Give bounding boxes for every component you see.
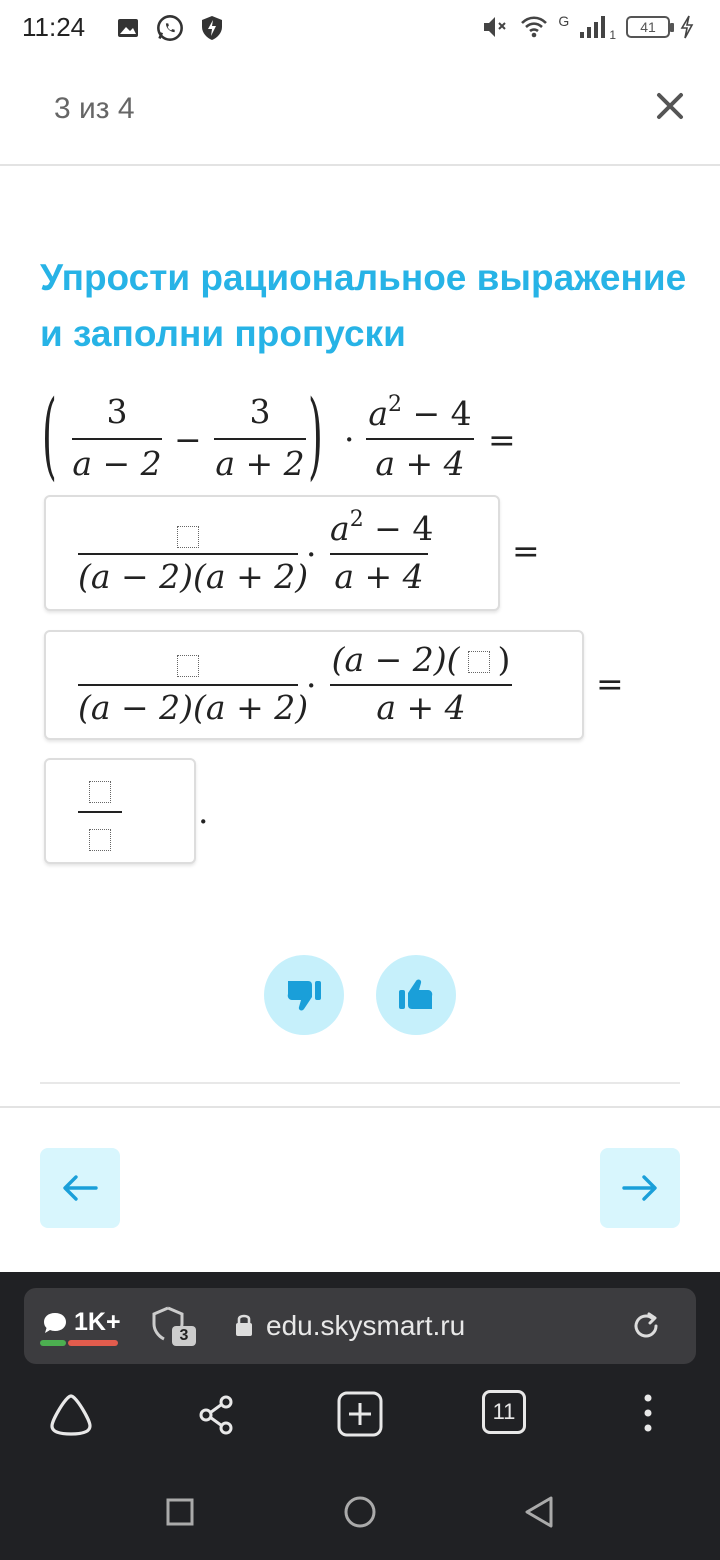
chat-bubble-icon	[42, 1311, 68, 1335]
math-line-1	[0, 380, 720, 495]
math-line-3	[0, 630, 720, 740]
tabs-button[interactable]	[482, 1390, 532, 1440]
signal-sub: 1	[609, 28, 616, 42]
equals-sign: =	[512, 531, 540, 570]
fraction-3-den: a + 4	[375, 444, 465, 483]
system-navigation	[0, 1484, 720, 1544]
gallery-icon	[116, 16, 140, 40]
shield-bolt-icon	[200, 15, 224, 41]
input-slot[interactable]	[89, 781, 111, 803]
divider	[0, 1106, 720, 1108]
browser-chrome	[0, 1272, 720, 1560]
rating-bar-negative	[68, 1340, 118, 1346]
back-triangle-icon[interactable]	[523, 1495, 555, 1529]
fraction-2	[214, 380, 306, 490]
menu-button[interactable]	[636, 1390, 686, 1440]
slot-numerator-4[interactable]	[78, 770, 122, 809]
url-text[interactable]: edu.skysmart.ru	[266, 1310, 466, 1341]
charging-icon	[680, 15, 694, 39]
math-line-4	[0, 758, 720, 864]
lock-icon	[234, 1312, 254, 1338]
equals-sign: =	[488, 420, 516, 459]
more-vertical-icon	[636, 1390, 660, 1440]
close-button[interactable]	[650, 86, 690, 126]
fraction-2-den: a + 2	[215, 444, 305, 483]
period: .	[198, 792, 209, 831]
right-paren: )	[308, 380, 323, 490]
multiply-dot: ·	[306, 535, 317, 574]
input-slot[interactable]	[177, 655, 199, 677]
thumbs-up-icon	[396, 975, 436, 1015]
like-button[interactable]	[376, 955, 456, 1035]
home-circle-icon[interactable]	[343, 1495, 377, 1529]
input-slot[interactable]	[89, 829, 111, 851]
system-icons	[482, 12, 694, 42]
browser-toolbar	[0, 1390, 720, 1450]
share-icon	[192, 1390, 242, 1440]
fraction-1-den: a − 2	[72, 444, 162, 483]
status-time: 11:24	[22, 12, 86, 42]
fraction-3-num: $a^2 - 4$	[368, 392, 472, 433]
fraction-3-1-den: (a − 2)(a + 2)	[78, 688, 309, 727]
left-paren: (	[42, 380, 57, 490]
signal-icon	[579, 14, 607, 40]
divider	[40, 1082, 680, 1084]
fraction-1-num: 3	[106, 392, 128, 431]
fraction-2-num: 3	[249, 392, 271, 431]
fraction-3-2-den: a + 4	[376, 688, 466, 727]
network-type: G	[558, 13, 570, 29]
math-line-2	[0, 495, 720, 611]
equals-sign: =	[596, 664, 624, 703]
fraction-2-2	[330, 495, 434, 611]
battery-icon: 41	[626, 16, 670, 38]
input-slot[interactable]	[468, 651, 490, 673]
task-title: Упрости рациональное выражение и заполни пропуски	[40, 257, 687, 354]
status-bar	[0, 0, 720, 56]
next-button[interactable]	[600, 1148, 680, 1228]
browser-logo-icon	[46, 1390, 96, 1440]
fraction-2-1	[78, 495, 309, 611]
fraction-3-2-num: (a − 2)( )	[331, 640, 511, 679]
chat-count: 1K+	[74, 1308, 121, 1336]
plus-box-icon	[336, 1390, 386, 1440]
wifi-icon	[520, 14, 548, 40]
fraction-4-1	[78, 758, 122, 864]
new-tab-button[interactable]	[336, 1390, 386, 1440]
home-button[interactable]	[46, 1390, 96, 1440]
fraction-2-2-num: $a^2 - 4$	[330, 507, 434, 548]
slot-numerator-2[interactable]	[78, 644, 298, 683]
rating-bar-positive	[40, 1340, 66, 1346]
arrow-right-icon	[620, 1168, 660, 1208]
dislike-button[interactable]	[264, 955, 344, 1035]
input-slot[interactable]	[177, 526, 199, 548]
chat-badge[interactable]	[42, 1308, 121, 1337]
previous-button[interactable]	[40, 1148, 120, 1228]
mute-icon	[482, 14, 510, 40]
reload-icon[interactable]	[630, 1310, 662, 1342]
notification-icons	[116, 14, 224, 42]
whatsapp-icon	[156, 14, 184, 42]
close-icon	[650, 86, 690, 126]
slot-denominator-4[interactable]	[78, 818, 122, 857]
recents-icon[interactable]	[165, 1497, 195, 1527]
thumbs-down-icon	[284, 975, 324, 1015]
fraction-1	[72, 380, 162, 490]
slot-numerator-1[interactable]	[78, 515, 298, 554]
task-progress: 3 из 4	[54, 92, 135, 125]
minus-sign: −	[174, 420, 202, 459]
fraction-3-2	[330, 630, 512, 740]
arrow-left-icon	[60, 1168, 100, 1208]
fraction-3-1	[78, 630, 309, 740]
fraction-2-2-den: a + 4	[334, 557, 424, 596]
shield-count: 3	[172, 1326, 196, 1346]
multiply-dot: ·	[344, 420, 355, 459]
fraction-3	[366, 380, 474, 490]
share-button[interactable]	[192, 1390, 242, 1440]
fraction-2-1-den: (a − 2)(a + 2)	[78, 557, 309, 596]
tab-count: 11	[482, 1390, 526, 1434]
task-header	[0, 56, 720, 166]
url-bar[interactable]	[24, 1288, 696, 1364]
multiply-dot: ·	[306, 666, 317, 705]
